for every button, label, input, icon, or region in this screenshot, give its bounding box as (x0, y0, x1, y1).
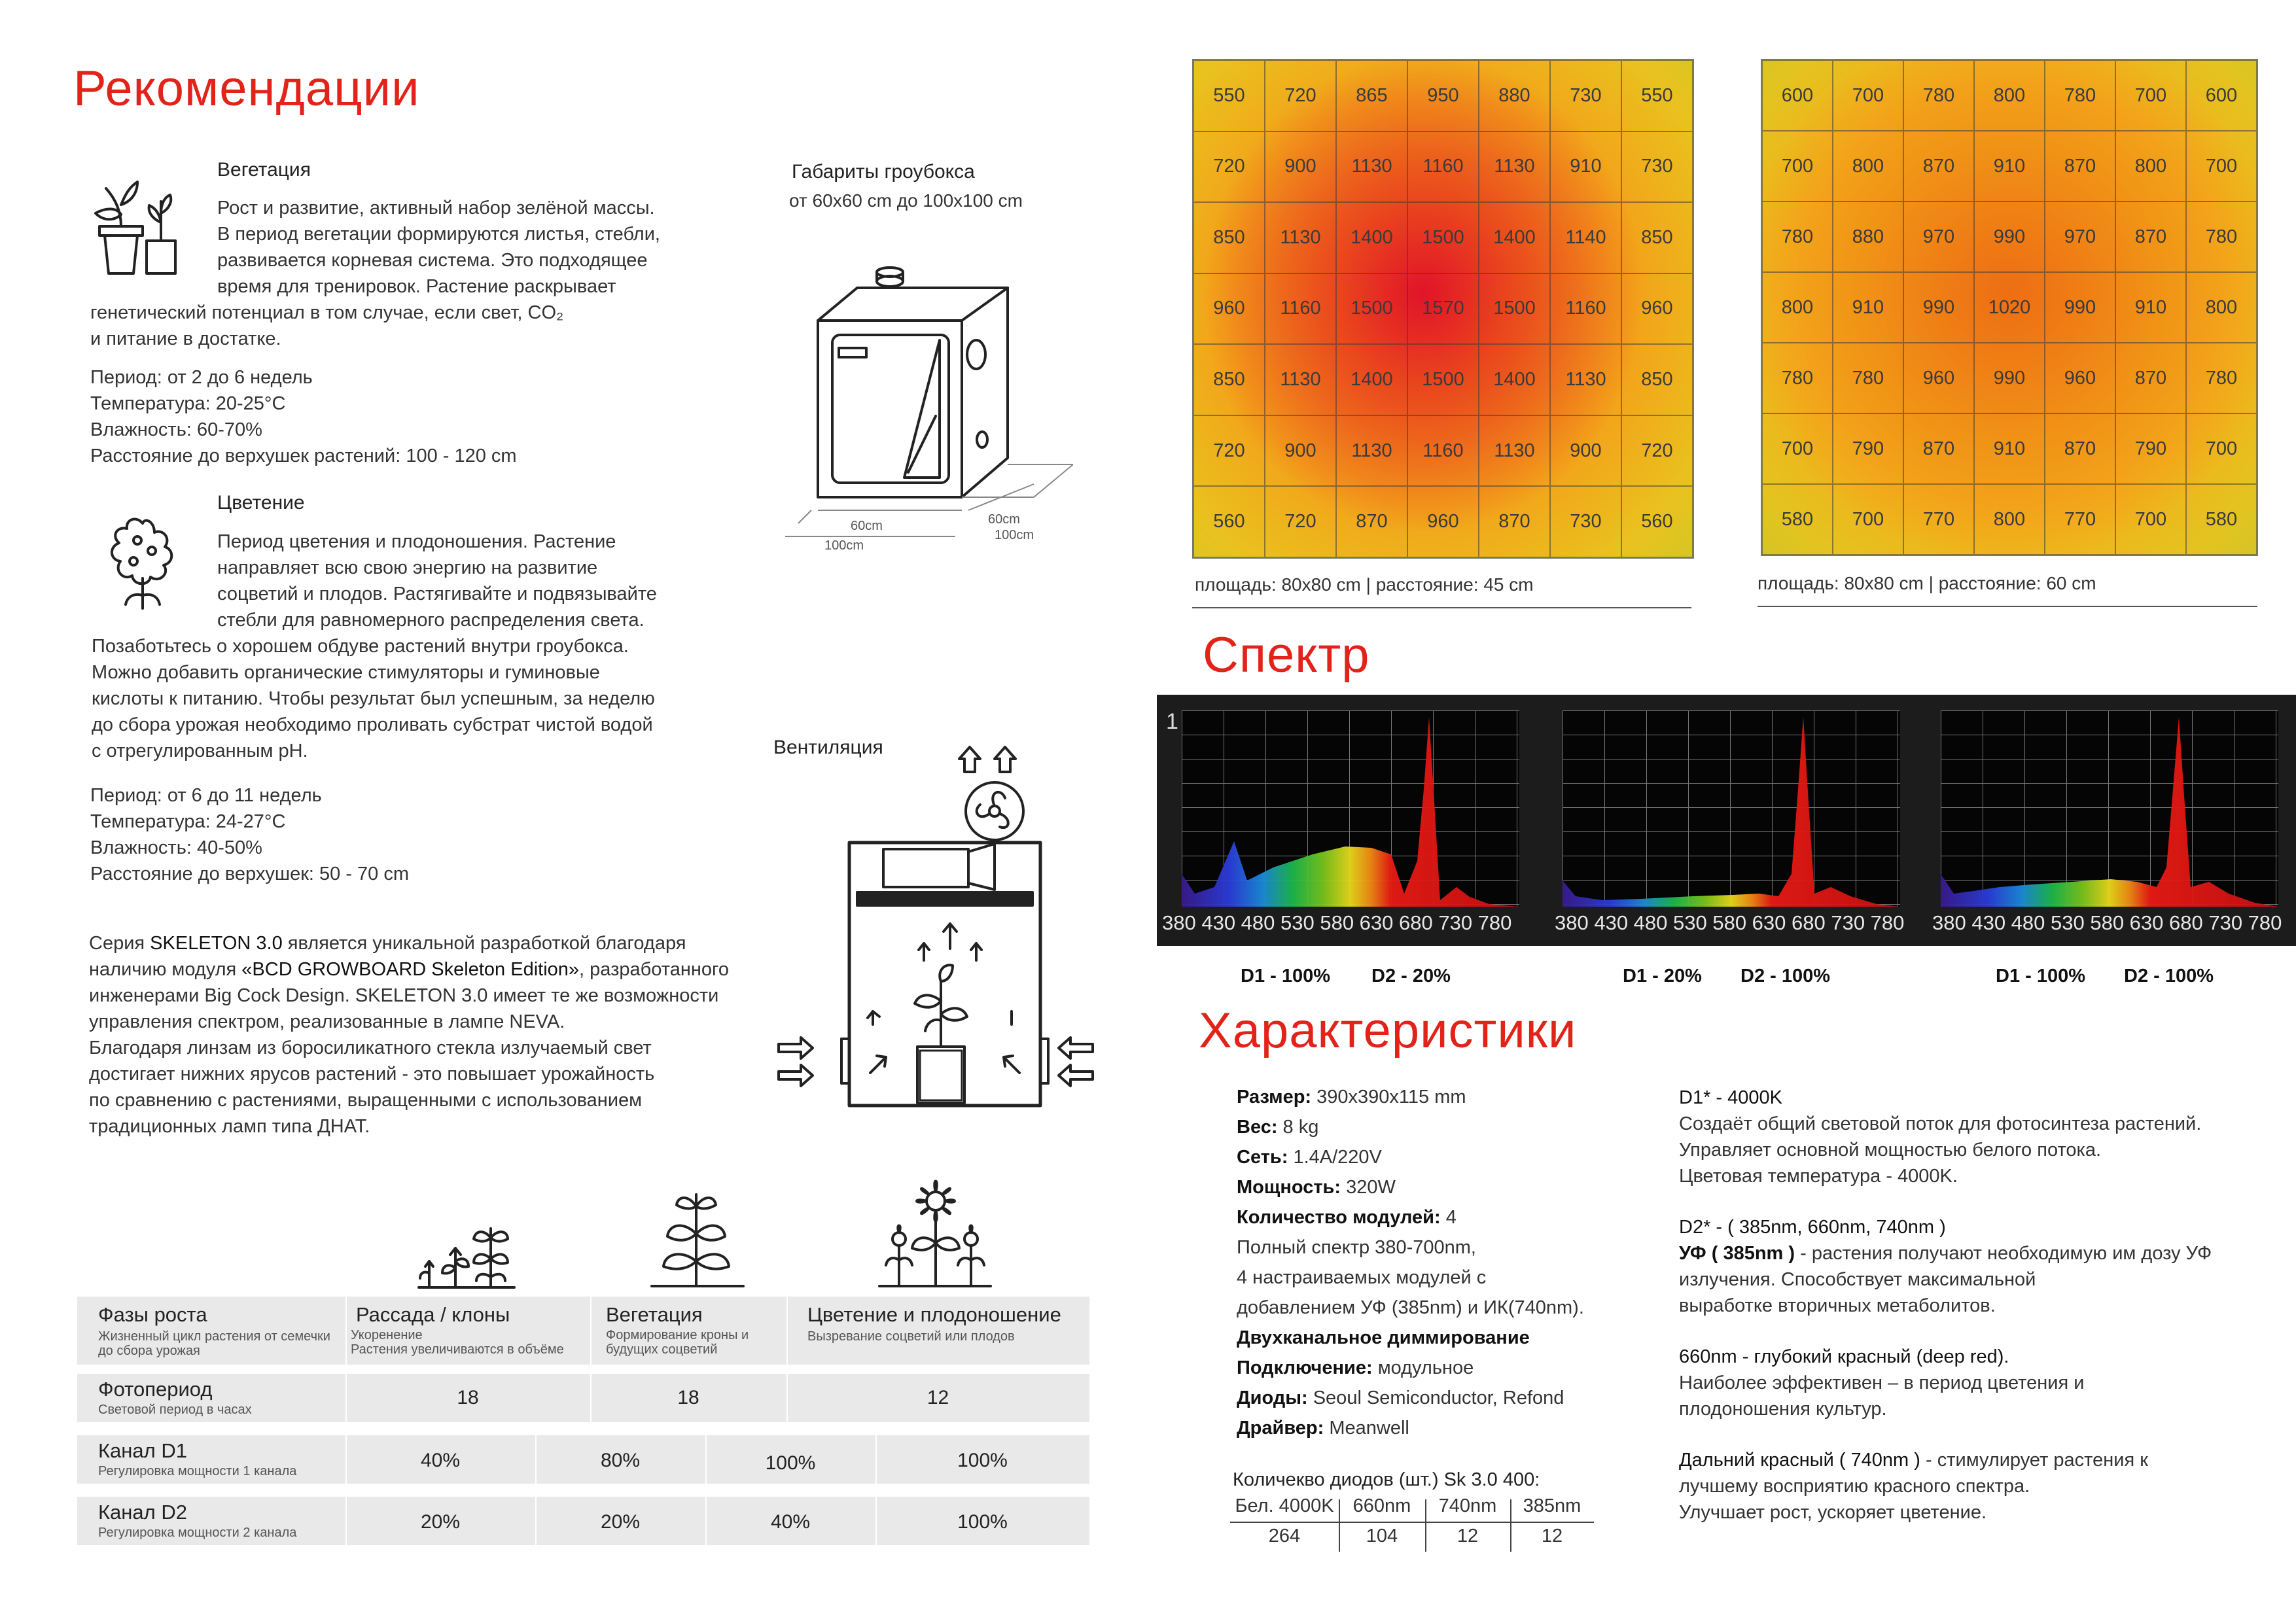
ppfd-heatmap-60cm (1761, 59, 2258, 556)
spec-value: 8 kg (1277, 1117, 1319, 1138)
heatmap-cell: 1400 (1336, 344, 1407, 415)
text-line (1679, 1240, 2212, 1266)
spec-key: Диоды: (1237, 1387, 1308, 1408)
row-label: Фотопериод (98, 1378, 213, 1401)
heatmap-cell: 800 (2115, 131, 2186, 201)
heatmap-cell: 1020 (1974, 272, 2045, 343)
text-line: Позаботьтесь о хорошем обдуве растений внутри гроубокса. (92, 636, 629, 657)
heatmap-cell: 700 (1833, 484, 1903, 555)
heatmap-cell: 1500 (1407, 344, 1479, 415)
cell-value: 18 (677, 1387, 699, 1408)
heatmap-cell: 780 (1762, 201, 1833, 272)
heatmap-cell: 870 (1336, 486, 1407, 557)
flower-params (90, 782, 409, 887)
th-seedlings-sub: Укоренение Растения увеличиваются в объёме (351, 1328, 564, 1357)
param-line: Расстояние до верхушек растений: 100 - 120 cm (90, 445, 517, 466)
heatmap-cell: 1160 (1407, 415, 1479, 487)
heatmap-cell: 910 (1974, 413, 2045, 484)
heatmap-cell: 800 (1974, 60, 2045, 131)
cell-value: 100% (957, 1450, 1008, 1471)
diode-head: 660nm (1352, 1495, 1411, 1516)
heatmap-cell: 720 (1193, 415, 1265, 487)
dim-label: 60cm (988, 512, 1020, 527)
spec-text: 4 настраиваемых модулей с (1237, 1267, 1487, 1288)
heatmap-cell: 900 (1265, 131, 1336, 203)
channel-value: - стимулирует растения к (1920, 1450, 2148, 1471)
heatmap-cell: 780 (2186, 343, 2257, 413)
spectrum-chart-2 (1563, 710, 1900, 907)
spec-key: Подключение: (1237, 1357, 1373, 1378)
cell-value: 18 (457, 1387, 479, 1408)
heatmap-cell: 990 (2045, 272, 2115, 343)
text-emph: SKELETON 3.0 (150, 933, 283, 954)
heatmap-cell: 970 (2045, 201, 2115, 272)
heatmap-cell: 910 (1974, 131, 2045, 201)
heatmap-cell: 790 (1833, 413, 1903, 484)
spacer (1679, 1319, 2212, 1344)
flower-text-wide (92, 633, 655, 764)
heatmap-cell: 865 (1336, 60, 1407, 131)
veg-text-wide (90, 300, 563, 352)
spectrum-label: D1 - 100% (1241, 966, 1331, 986)
flower-heading: Цветение (217, 492, 305, 514)
text-line: соцветий и плодов. Растягивайте и подвязывайте (217, 584, 657, 604)
heatmap-cell: 700 (2115, 484, 2186, 555)
heatmap-cell: 960 (2045, 343, 2115, 413)
cell-value: 100% (957, 1511, 1008, 1533)
text-line: по сравнению с растениями, выращенными с использованием (89, 1090, 643, 1111)
cell-value: 100% (765, 1452, 816, 1474)
seedling-pot-icon (92, 175, 183, 280)
param-line: Влажность: 40-50% (90, 837, 262, 858)
spec-key: Двухканальное диммирование (1237, 1327, 1530, 1348)
heatmap-cell: 900 (1265, 415, 1336, 487)
heatmap-cell: 990 (1974, 201, 2045, 272)
growbox-title: Габариты гроубокса (792, 161, 975, 183)
section-title-spectrum: Спектр (1203, 627, 1370, 683)
cell-value: 80% (600, 1450, 641, 1471)
heatmap-cell: 1130 (1265, 344, 1336, 415)
heatmap-cell: 870 (2115, 201, 2186, 272)
channel-d1-title: D1* - 4000K (1679, 1087, 1782, 1108)
spec-value: Meanwell (1324, 1418, 1409, 1439)
col-separator (590, 1297, 592, 1365)
heatmap-cell: 730 (1621, 131, 1693, 203)
heatmap-cell: 700 (2186, 131, 2257, 201)
heatmap-cell: 730 (1550, 60, 1621, 131)
heatmap-cell: 550 (1193, 60, 1265, 131)
heatmap-cell: 960 (1621, 273, 1693, 345)
cell-value: 40% (420, 1450, 461, 1471)
spec-key: Сеть: (1237, 1147, 1288, 1168)
diode-count: 12 (1541, 1526, 1563, 1546)
spacer (1679, 1189, 2212, 1214)
heatmap-cell: 730 (1550, 486, 1621, 557)
table-row-d1 (77, 1435, 1089, 1484)
vent-title: Вентиляция (773, 737, 883, 758)
divider (1192, 607, 1691, 608)
heatmap-cell: 1160 (1265, 273, 1336, 345)
text-line: Рост и развитие, активный набор зелёной массы. (217, 198, 655, 218)
diode-count: 104 (1366, 1526, 1398, 1546)
heatmap-cell: 770 (2045, 484, 2115, 555)
text-line: Благодаря линзам из боросиликатного стекла излучаемый свет (89, 1038, 652, 1058)
heatmap-cell: 800 (1762, 272, 1833, 343)
heatmap-cell: 1130 (1336, 131, 1407, 203)
heatmap-cell: 950 (1407, 60, 1479, 131)
heatmap-cell: 1160 (1550, 273, 1621, 345)
heatmap-cell: 870 (1479, 486, 1550, 557)
th-vegetation-sub: Формирование кроны и будущих соцветий (606, 1328, 749, 1357)
heatmap-cell: 1500 (1479, 273, 1550, 345)
heatmap-cell: 1570 (1407, 273, 1479, 345)
spectrum-ticks: 380 430 480 530 580 630 680 730 780 (1162, 911, 1512, 934)
spec-row (1237, 1112, 1584, 1142)
heatmap-cell: 900 (1550, 415, 1621, 487)
divider (1757, 606, 2257, 607)
param-line: Период: от 2 до 6 недель (90, 367, 313, 388)
param-line: Период: от 6 до 11 недель (90, 785, 322, 806)
row-sub: Регулировка мощности 2 канала (98, 1526, 297, 1540)
diode-head: Бел. 4000K (1235, 1495, 1334, 1516)
text-line: Улучшает рост, ускоряет цветение. (1679, 1502, 1987, 1523)
channel-d2-title: D2* - ( 385nm, 660nm, 740nm ) (1679, 1217, 1946, 1238)
heatmap-cell: 1130 (1479, 415, 1550, 487)
text-line: инженерами Big Cock Design. SKELETON 3.0 имеет те же возможности (89, 985, 719, 1006)
spec-value: 1.4A/220V (1288, 1147, 1382, 1168)
diode-count: 12 (1457, 1526, 1479, 1546)
cell-value: 20% (600, 1511, 641, 1533)
heatmap-cell: 960 (1903, 343, 1974, 413)
flower-text (217, 529, 657, 633)
dim-label: 100cm (995, 528, 1034, 542)
heatmap-cell: 560 (1193, 486, 1265, 557)
diode-head: 385nm (1523, 1495, 1581, 1516)
text-line (1679, 1447, 2212, 1473)
spec-row (1237, 1413, 1584, 1443)
heatmap-cell: 560 (1621, 486, 1693, 557)
th-flowering-sub: Вызревание соцветий или плодов (807, 1329, 1015, 1344)
heatmap-cell: 870 (2115, 343, 2186, 413)
heatmap-cell: 700 (2115, 60, 2186, 131)
text-part: является уникальной разработкой благодаря (282, 933, 686, 954)
text-line: кислоты к питанию. Чтобы результат был успешным, за неделю (92, 688, 655, 709)
growbox-illustration (759, 262, 1073, 589)
heatmap-cell: 910 (2115, 272, 2186, 343)
heatmap-cell: 850 (1621, 344, 1693, 415)
text-line: традиционных ламп типа ДНАТ. (89, 1116, 370, 1137)
spec-row (1237, 1202, 1584, 1232)
channel-value: - растения получают необходимую им дозу УФ (1795, 1243, 2212, 1264)
growbox-sub: от 60x60 cm до 100x100 cm (789, 190, 1023, 211)
param-line: Температура: 20-25°C (90, 393, 286, 414)
spec-text: Полный спектр 380-700nm, (1237, 1237, 1476, 1258)
spec-row (1237, 1353, 1584, 1383)
diode-head: 740nm (1438, 1495, 1497, 1516)
flowering-bud-icon (97, 510, 188, 615)
th-phases: Фазы роста (98, 1303, 207, 1326)
spacer (1679, 1422, 2212, 1447)
blooming-flower-icon (873, 1175, 997, 1293)
table-header-row (77, 1297, 1089, 1365)
spectrum-chart-1 (1182, 710, 1519, 907)
heatmap-cell: 1130 (1479, 131, 1550, 203)
text-line: с отрегулированным pH. (92, 741, 308, 761)
heatmap-cell: 970 (1903, 201, 1974, 272)
th-flowering: Цветение и плодоношение (807, 1303, 1061, 1326)
heatmap-cell: 870 (1903, 413, 1974, 484)
text-line: излучения. Способствует максимальной (1679, 1269, 2036, 1290)
heatmap-caption: площадь: 80x80 cm | расстояние: 45 cm (1195, 574, 1534, 595)
heatmap-cell: 580 (2186, 484, 2257, 555)
spectrum-label: D2 - 100% (1740, 966, 1831, 986)
heatmap-cell: 1130 (1550, 344, 1621, 415)
seedlings-icon (410, 1183, 521, 1294)
vegetation-plant-icon (641, 1181, 752, 1293)
row-sub: Регулировка мощности 1 канала (98, 1464, 297, 1478)
spec-row (1237, 1142, 1584, 1172)
text-line: В период вегетации формируются листья, стебли, (217, 224, 660, 245)
heatmap-cell: 580 (1762, 484, 1833, 555)
heatmap-caption: площадь: 80x80 cm | расстояние: 60 cm (1757, 573, 2096, 593)
heatmap-cell: 990 (1974, 343, 2045, 413)
text-line: время для тренировок. Растение раскрывает (217, 276, 616, 297)
text-line (89, 956, 729, 983)
heatmap-cell: 870 (2045, 413, 2115, 484)
heatmap-cell: 780 (1833, 343, 1903, 413)
spec-key: Драйвер: (1237, 1418, 1324, 1439)
table-row-d2 (77, 1497, 1089, 1545)
th-vegetation: Вегетация (606, 1303, 703, 1326)
heatmap-cell: 700 (1762, 131, 1833, 201)
text-line: направляет всю свою энергию на развитие (217, 557, 598, 578)
spectrum-chart-3 (1941, 710, 2278, 907)
spectrum-label: D2 - 20% (1371, 966, 1451, 986)
veg-text (217, 195, 660, 300)
channels-description (1679, 1085, 2212, 1526)
text-line: развивается корневая система. Это подходящее (217, 250, 648, 271)
heatmap-cell: 880 (1479, 60, 1550, 131)
spec-value: модульное (1372, 1357, 1474, 1378)
th-phases-sub: Жизненный цикл растения от семечки до сбора урожая (98, 1329, 330, 1358)
spectrum-ticks: 380 430 480 530 580 630 680 730 780 (1555, 911, 1905, 934)
spec-key: Вес: (1237, 1117, 1278, 1138)
heatmap-cell: 880 (1833, 201, 1903, 272)
heatmap-cell: 780 (2186, 201, 2257, 272)
heatmap-cell: 1160 (1407, 131, 1479, 203)
ventilation-illustration (772, 733, 1099, 1119)
channel-key: УФ ( 385nm ) (1679, 1243, 1795, 1264)
heatmap-cell: 870 (1903, 131, 1974, 201)
text-line: Можно добавить органические стимуляторы и гуминовые (92, 662, 600, 683)
cell-value: 12 (927, 1387, 949, 1408)
dim-label: 60cm (851, 519, 883, 533)
heatmap-cell: 700 (2186, 413, 2257, 484)
spec-value: Seoul Semiconductor, Refond (1307, 1387, 1564, 1408)
specs-list (1237, 1082, 1584, 1443)
heatmap-cell: 1130 (1336, 415, 1407, 487)
heatmap-cell: 700 (1762, 413, 1833, 484)
text-line (89, 930, 729, 956)
param-line: Расстояние до верхушек: 50 - 70 cm (90, 864, 410, 884)
heatmap-cell: 800 (1974, 484, 2045, 555)
ppfd-heatmap-45cm (1192, 59, 1694, 559)
text-line: выработке вторичных метаболитов. (1679, 1295, 1996, 1316)
text-line: Наиболее эффективен – в период цветения и (1679, 1372, 2085, 1393)
heatmap-cell: 910 (1550, 131, 1621, 203)
text-line: стебли для равномерного распределения света. (217, 610, 645, 631)
spec-row (1237, 1172, 1584, 1202)
row-sub: Световой период в часах (98, 1403, 252, 1417)
spectrum-label: D2 - 100% (2124, 966, 2214, 986)
spectrum-panel (1157, 695, 2296, 946)
heatmap-cell: 600 (1762, 60, 1833, 131)
spec-row (1237, 1082, 1584, 1112)
text-part: Серия (89, 933, 150, 954)
divider (1230, 1522, 1594, 1523)
cell-value: 20% (420, 1511, 461, 1533)
page-title-recommendations: Рекомендации (73, 61, 420, 116)
veg-heading: Вегетация (217, 159, 311, 181)
heatmap-cell: 770 (1903, 484, 1974, 555)
text-line: Создаёт общий световой поток для фотосинтеза растений. (1679, 1113, 2202, 1134)
spec-value: 390x390x115 mm (1311, 1087, 1466, 1108)
spec-key: Количество модулей: (1237, 1207, 1441, 1228)
deep-red-title: 660nm - глубокий красный (deep red). (1679, 1346, 2009, 1367)
heatmap-cell: 700 (1833, 60, 1903, 131)
heatmap-cell: 960 (1407, 486, 1479, 557)
heatmap-cell: 720 (1265, 486, 1336, 557)
col-separator (345, 1297, 347, 1365)
spec-text: добавлением УФ (385nm) и ИК(740nm). (1237, 1297, 1584, 1318)
col-separator (786, 1297, 788, 1365)
cell-value: 40% (770, 1511, 811, 1533)
text-line: Цветовая температура - 4000K. (1679, 1166, 1958, 1187)
text-line: Период цветения и плодоношения. Растение (217, 531, 616, 552)
heatmap-cell: 720 (1265, 60, 1336, 131)
heatmap-cell: 790 (2115, 413, 2186, 484)
heatmap-cell: 1140 (1550, 202, 1621, 273)
heatmap-cell: 1500 (1407, 202, 1479, 273)
heatmap-cell: 800 (2186, 272, 2257, 343)
text-line: до сбора урожая необходимо проливать субстрат чистой водой (92, 714, 653, 735)
spec-key: Размер: (1237, 1087, 1312, 1108)
heatmap-cell: 720 (1621, 415, 1693, 487)
heatmap-cell: 780 (2045, 60, 2115, 131)
diodes-title: Количекво диодов (шт.) Sk 3.0 400: (1233, 1469, 1540, 1490)
param-line: Влажность: 60-70% (90, 419, 262, 440)
heatmap-cell: 910 (1833, 272, 1903, 343)
series-description (89, 930, 729, 1140)
section-title-characteristics: Характеристики (1199, 1003, 1577, 1058)
heatmap-cell: 1400 (1479, 202, 1550, 273)
text-line: генетический потенциал в том случае, если свет, CO₂ (90, 302, 564, 323)
heatmap-cell: 780 (1903, 60, 1974, 131)
spec-row (1237, 1383, 1584, 1413)
heatmap-cell: 960 (1193, 273, 1265, 345)
dim-label: 100cm (824, 538, 864, 553)
heatmap-cell: 1400 (1336, 202, 1407, 273)
heatmap-cell: 720 (1193, 131, 1265, 203)
text-part: , разработанного (579, 959, 730, 980)
heatmap-cell: 850 (1193, 202, 1265, 273)
text-line: и питание в достатке. (90, 328, 281, 349)
heatmap-cell: 1400 (1479, 344, 1550, 415)
row-label: Канал D1 (98, 1439, 187, 1462)
heatmap-cell: 550 (1621, 60, 1693, 131)
heatmap-cell: 780 (1762, 343, 1833, 413)
spectrum-label: D1 - 100% (1996, 966, 2086, 986)
heatmap-cell: 1500 (1336, 273, 1407, 345)
spectrum-ticks: 380 430 480 530 580 630 680 730 780 (1932, 911, 2282, 934)
spec-key: Мощность: (1237, 1177, 1341, 1198)
heatmap-cell: 870 (2045, 131, 2115, 201)
diodes-table (1230, 1495, 1594, 1558)
heatmap-cell: 600 (2186, 60, 2257, 131)
heatmap-cell: 800 (1833, 131, 1903, 201)
heatmap-cell: 1130 (1265, 202, 1336, 273)
spectrum-label: D1 - 20% (1623, 966, 1702, 986)
heatmap-cell: 850 (1621, 202, 1693, 273)
param-line: Температура: 24-27°C (90, 811, 286, 832)
text-line: плодоношения культур. (1679, 1399, 1887, 1420)
spec-value: 320W (1341, 1177, 1396, 1198)
diode-count: 264 (1268, 1526, 1301, 1546)
text-line: достигает нижних ярусов растений - это повышает урожайность (89, 1064, 655, 1085)
spec-value: 4 (1440, 1207, 1457, 1228)
spectrum-axis-max: 1 (1166, 709, 1178, 734)
veg-params (90, 364, 517, 469)
text-emph: «BCD GROWBOARD Skeleton Edition» (241, 959, 580, 980)
spec-row (1237, 1323, 1584, 1353)
text-line: лучшему восприятию красного спектра. (1679, 1476, 2030, 1497)
channel-key: Дальний красный ( 740nm ) (1679, 1450, 1920, 1471)
heatmap-cell: 850 (1193, 344, 1265, 415)
th-seedlings: Рассада / клоны (356, 1303, 510, 1326)
text-line: управления спектром, реализованные в лампе NEVA. (89, 1011, 565, 1032)
text-part: наличию модуля (89, 959, 242, 980)
text-line: Управляет основной мощностью белого потока. (1679, 1140, 2102, 1161)
heatmap-cell: 990 (1903, 272, 1974, 343)
row-label: Канал D2 (98, 1501, 187, 1524)
table-row-photoperiod (77, 1374, 1089, 1422)
